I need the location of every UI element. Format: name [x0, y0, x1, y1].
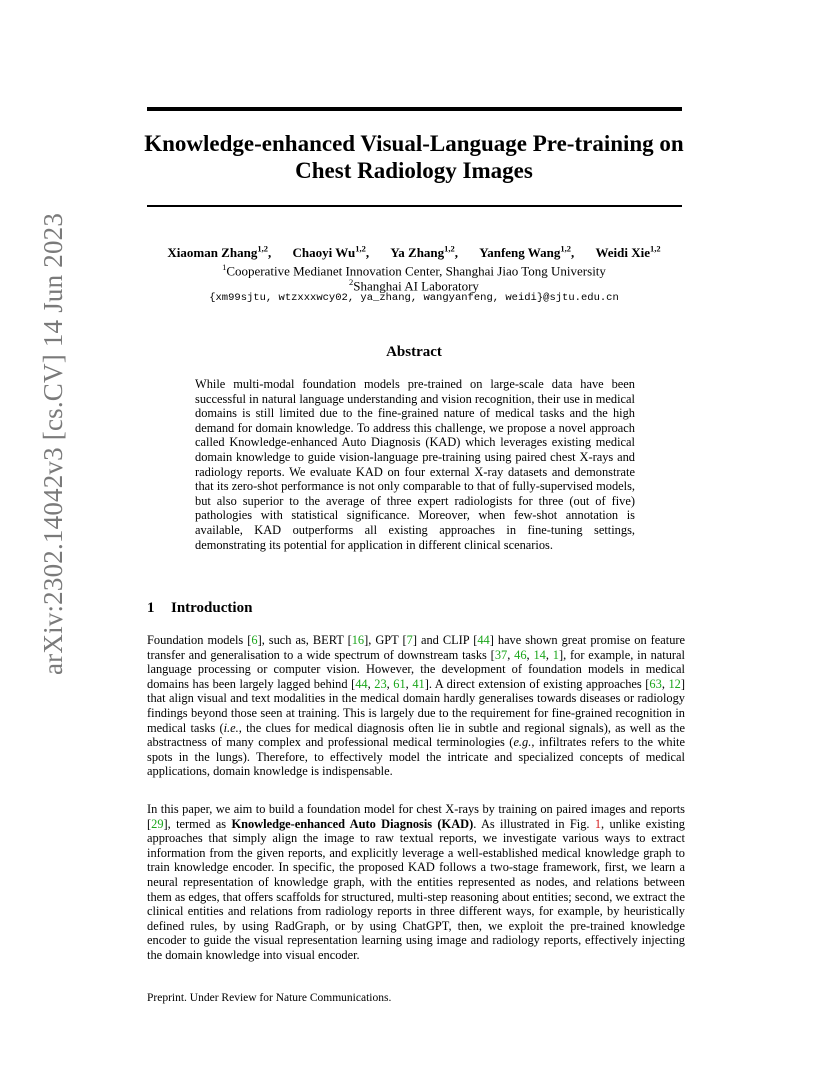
author: Yanfeng Wang$^{1,2}$,: [479, 244, 575, 261]
text-run: ] that align visual and text modalities in the medical domain hardly generalises towards diseases or radiology findings beyond those seen at training. This is largely due to the requirement for fine-grained recognition in medical tasks (: [147, 676, 685, 735]
title-bottom-rule: [147, 205, 682, 207]
text-run: In this paper, we aim to build a foundation model for chest X-rays by training on paired images and reports [: [147, 802, 685, 831]
affiliation-text: Cooperative Medianet Innovation Center, Shanghai Jiao Tong University: [226, 263, 606, 279]
text-run: ], such as, BERT [: [257, 633, 352, 647]
italic-abbreviation: e.g.,: [513, 735, 535, 750]
author-affiliation-mark: 1,2: [560, 244, 571, 254]
text-run: ], for example, in natural language processing or computer vision. However, the development of foundation models in medical domains has been largely lagged behind [: [147, 647, 685, 691]
text-run: ,: [507, 647, 515, 662]
text-run: ] and CLIP [: [412, 633, 478, 647]
citation-link[interactable]: 12: [668, 676, 681, 691]
footer-note: Preprint. Under Review for Nature Communications.: [147, 992, 392, 1004]
section-number: 1: [147, 600, 155, 616]
text-run: . As illustrated in Fig.: [473, 816, 595, 831]
text-run: , unlike existing approaches that simply align the image to raw textual reports, we investigate various ways to extract information from the given reports, and explicitly leverage a well-established medical knowledge graph to train knowledge encoder. In specific, the proposed KAD follows a two-stage framework, first, we learn a neural representation of knowledge graph, with the entities represented as nodes, and relations between them as edges, that offers scaffolds for structured, multi-step reasoning about entities; second, we extract the clinical entities and relations from radiology reports in three different ways, for example, by heuristically defined rules, by using RadGraph, or by using ChatGPT, then, we exploit the pre-trained knowledge encoder to guide the visual representation learning using image and radiology reports, effectively injecting the domain knowledge into visual encoder.: [147, 816, 685, 962]
author: Ya Zhang$^{1,2}$,: [390, 244, 459, 261]
text-run: ], termed as: [163, 816, 232, 831]
paper-title: [130, 130, 698, 184]
citation-link[interactable]: 61: [393, 676, 406, 691]
author-affiliation-mark: 1,2: [444, 244, 455, 254]
citation-link[interactable]: 63: [649, 676, 662, 691]
author-affiliation-mark: 1,2: [355, 244, 366, 254]
abstract-text: While multi-modal foundation models pre-trained on large-scale data have been successful in natural language understanding and vision recognition, their use in medical domains is still limited due to the fine-grained nature of medical tasks and the high demand for domain knowledge. To address this challenge, we propose a novel approach called Knowledge-enhanced Auto Diagnosis (KAD) which leverages existing medical domain knowledge to guide vision-language pre-training using paired chest X-rays and radiology reports. We evaluate KAD on four external X-ray datasets and demonstrate that its zero-shot performance is not only comparable to that of fully-supervised models, but also superior to the average of three expert radiologists for three (out of five) pathologies with statistical significance. Moreover, when few-shot annotation is available, KAD outperforms all existing approaches in fine-tuning settings, demonstrating its potential for application in different clinical scenarios.: [195, 377, 635, 552]
section-heading: [147, 599, 687, 617]
title-top-rule: [147, 107, 682, 111]
text-run: infiltrates refers to the white spots in the lungs). Therefore, to effectively model the intricate and specialized concepts of medical applications, domain knowledge is indispensable.: [147, 735, 685, 779]
title-line-1: Knowledge-enhanced Visual-Language Pre-training on: [144, 131, 684, 156]
citation-link[interactable]: 23: [374, 676, 387, 691]
text-run: ,: [367, 676, 375, 691]
author-name: Xiaoman Zhang: [167, 245, 258, 261]
author: Xiaoman Zhang$^{1,2}$,: [167, 244, 272, 261]
text-run: ,: [661, 676, 669, 691]
author: Chaoyi Wu$^{1,2}$,: [292, 244, 370, 261]
author-name: Weidi Xie: [595, 245, 650, 261]
text-run: ] have shown great promise on feature transfer and generalisation to a wide spectrum of downstream tasks [: [147, 633, 686, 662]
citation-link[interactable]: 7: [406, 633, 413, 647]
citation-link[interactable]: 16: [351, 633, 365, 647]
author-name: Chaoyi Wu: [292, 245, 356, 261]
citation-link[interactable]: 41: [412, 676, 425, 691]
abstract-heading: Abstract: [386, 344, 442, 360]
intro-paragraph-1: [147, 633, 685, 779]
citation-link[interactable]: 37: [494, 647, 508, 662]
arxiv-stamp[interactable]: arXiv:2302.14042v3 [cs.CV] 14 Jun 2023: [38, 212, 68, 675]
citation-link[interactable]: 44: [355, 676, 368, 691]
title-line-2: Chest Radiology Images: [295, 158, 533, 183]
text-run: ], GPT [: [364, 633, 407, 647]
author-name: Yanfeng Wang: [479, 245, 561, 261]
citation-link[interactable]: 44: [477, 633, 490, 647]
text-run: Foundation models [: [147, 633, 252, 647]
intro-paragraph-2: [147, 802, 685, 963]
text-run: ,: [526, 647, 534, 662]
affiliation-text: Shanghai AI Laboratory: [353, 278, 479, 294]
text-run: ,: [386, 676, 394, 691]
affiliation-mark: 1: [222, 262, 227, 272]
text-run: ,: [545, 647, 553, 662]
affiliation-mark: 2: [349, 277, 354, 287]
method-name: Knowledge-enhanced Auto Diagnosis (KAD): [231, 816, 474, 831]
citation-link[interactable]: 29: [151, 816, 164, 831]
figure-ref-link[interactable]: 1: [594, 816, 602, 831]
italic-abbreviation: i.e.,: [223, 720, 242, 735]
author-affiliation-mark: 1,2: [257, 244, 268, 254]
author-name: Ya Zhang: [390, 245, 445, 261]
section-title: Introduction: [171, 600, 253, 616]
citation-link[interactable]: 1: [552, 647, 559, 662]
text-run: the clues for medical diagnosis often lie in subtle and regional signals), as well as the abstractness of many complex and professional medical terminologies (: [147, 720, 685, 750]
author-emails: {xm99sjtu, wtzxxxwcy02, ya_zhang, wangyanfeng, weidi}@sjtu.edu.cn: [209, 292, 619, 304]
citation-link[interactable]: 6: [251, 633, 258, 647]
author-affiliation-mark: 1,2: [649, 244, 661, 254]
text-run: ,: [405, 676, 413, 691]
citation-link[interactable]: 46: [514, 647, 527, 662]
citation-link[interactable]: 14: [533, 647, 546, 662]
text-run: ]. A direct extension of existing approaches [: [424, 676, 650, 691]
